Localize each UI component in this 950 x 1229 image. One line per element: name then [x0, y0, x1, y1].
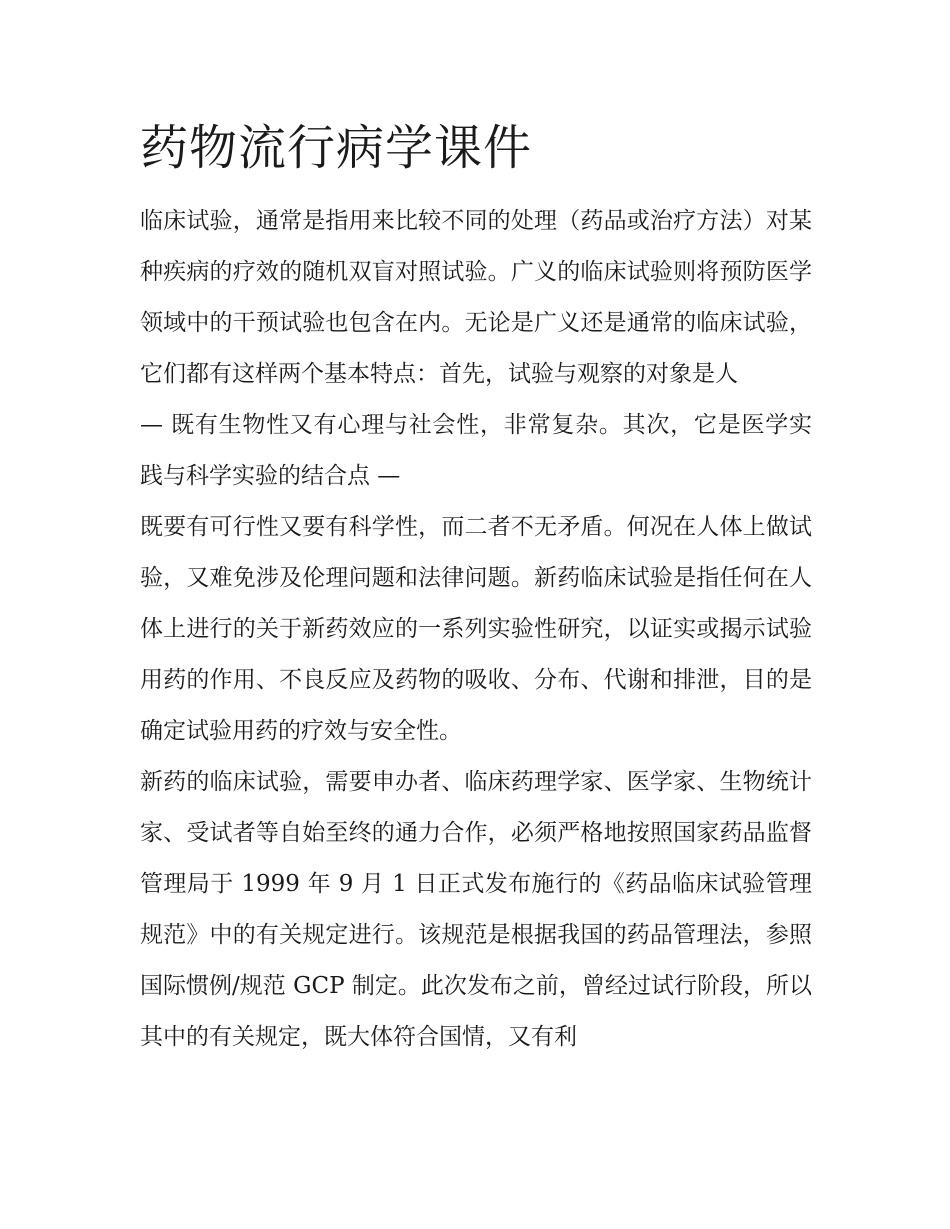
- paragraph-feasibility: 既要有可行性又要有科学性，而二者不无矛盾。何况在人体上做试验，又难免涉及伦理问题和法律问题。新药临床试验是指任何在人体上进行的关于新药效应的一系列实验性研究，以证实或揭示试验用药的作用、不良反应及药物的吸收、分布、代谢和排泄，目的是确定试验用药的疗效与安全性。: [140, 514, 812, 744]
- document-page: [140, 112, 812, 1063]
- paragraph-complexity: — 既有生物性又有心理与社会性，非常复杂。其次，它是医学实践与科学实验的结合点 —: [140, 412, 812, 489]
- document-title: 药物流行病学课件: [140, 120, 533, 176]
- paragraph-clinical-trial-definition: 临床试验，通常是指用来比较不同的处理（药品或治疗方法）对某种疾病的疗效的随机双盲对照试验。广义的临床试验则将预防医学领域中的干预试验也包含在内。无论是广义还是通常的临床试验，它们都有这样两个基本特点：首先，试验与观察的对象是人: [140, 208, 812, 387]
- paragraph-gcp-regulation: 新药的临床试验，需要申办者、临床药理学家、医学家、生物统计家、受试者等自始至终的通力合作，必须严格地按照国家药品监督管理局于 1999 年 9 月 1 日正式发布施行的《药品临床试验管理规范》中的有关规定进行。该规范是根据我国的药品管理法，参照国际惯例/规范 GCP 制定。此次发布之前，曾经过试行阶段，所以其中的有关规定，既大体符合国情，又有利: [140, 769, 812, 1050]
